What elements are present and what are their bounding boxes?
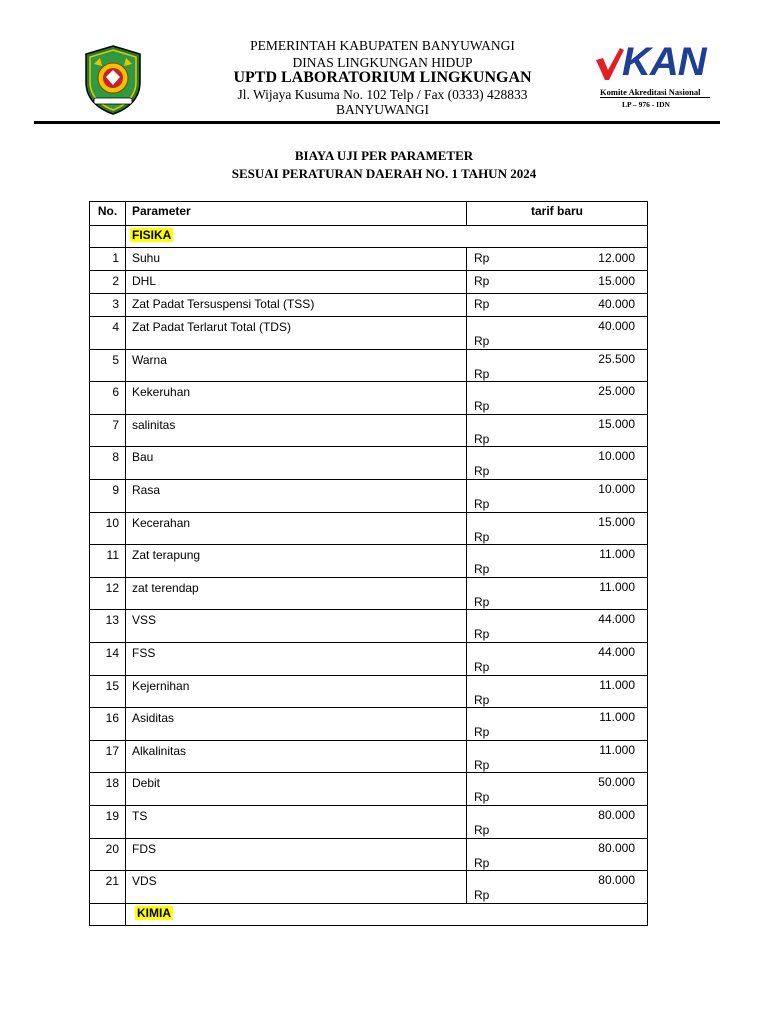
kan-accreditation-logo — [594, 40, 718, 112]
row-tarif — [467, 740, 648, 773]
row-currency: Rp — [474, 496, 490, 511]
row-tarif — [467, 838, 648, 871]
row-amount: 40.000 — [598, 297, 635, 311]
row-parameter: Warna — [126, 349, 467, 382]
row-amount: 44.000 — [598, 612, 635, 627]
row-amount: 25.500 — [598, 351, 635, 366]
row-currency: Rp — [474, 431, 490, 446]
letterhead-city: BANYUWANGI — [336, 102, 429, 117]
table-row — [90, 447, 648, 480]
row-parameter: Asiditas — [126, 708, 467, 741]
table-row — [90, 294, 648, 317]
row-amount: 50.000 — [598, 775, 635, 790]
section-label: FISIKA — [132, 228, 172, 242]
tariff-table-container — [89, 201, 647, 926]
row-number: 8 — [90, 447, 126, 480]
row-currency: Rp — [474, 562, 490, 577]
section-label-cell — [126, 903, 648, 925]
row-amount: 15.000 — [598, 274, 635, 288]
row-parameter: Suhu — [126, 248, 467, 271]
row-number: 15 — [90, 675, 126, 708]
row-parameter: Alkalinitas — [126, 740, 467, 773]
row-number: 12 — [90, 577, 126, 610]
row-parameter: Zat Padat Tersuspensi Total (TSS) — [126, 294, 467, 317]
row-currency: Rp — [474, 888, 490, 903]
row-parameter: TS — [126, 805, 467, 838]
table-row — [90, 805, 648, 838]
row-amount: 44.000 — [598, 644, 635, 659]
table-row — [90, 248, 648, 271]
row-parameter: Debit — [126, 773, 467, 806]
letterhead-agency: DINAS LINGKUNGAN HIDUP — [292, 55, 473, 70]
section-label: KIMIA — [137, 905, 171, 920]
row-tarif — [467, 545, 648, 578]
table-row — [90, 740, 648, 773]
section-no-cell — [90, 903, 126, 925]
table-row — [90, 545, 648, 578]
row-parameter: Rasa — [126, 479, 467, 512]
table-row — [90, 577, 648, 610]
row-currency: Rp — [474, 627, 490, 642]
table-row — [90, 271, 648, 294]
letterhead-government: PEMERINTAH KABUPATEN BANYUWANGI — [250, 38, 515, 53]
row-amount: 15.000 — [598, 514, 635, 529]
row-currency: Rp — [474, 297, 490, 311]
row-amount: 80.000 — [598, 807, 635, 822]
letterhead — [0, 0, 768, 125]
banyuwangi-regency-emblem — [82, 44, 144, 116]
row-currency: Rp — [474, 659, 490, 674]
row-number: 3 — [90, 294, 126, 317]
row-currency: Rp — [474, 366, 490, 381]
row-parameter: VSS — [126, 610, 467, 643]
row-number: 20 — [90, 838, 126, 871]
row-parameter: VDS — [126, 871, 467, 904]
table-row — [90, 414, 648, 447]
row-currency: Rp — [474, 822, 490, 837]
row-amount: 15.000 — [598, 416, 635, 431]
row-currency: Rp — [474, 725, 490, 740]
row-parameter: Zat terapung — [126, 545, 467, 578]
row-currency: Rp — [474, 399, 490, 414]
table-row — [90, 610, 648, 643]
row-number: 7 — [90, 414, 126, 447]
tariff-table — [89, 201, 648, 926]
table-row — [90, 317, 648, 350]
row-number: 1 — [90, 248, 126, 271]
row-parameter: Kecerahan — [126, 512, 467, 545]
row-currency: Rp — [474, 251, 490, 265]
row-amount: 40.000 — [598, 319, 635, 333]
kan-wordmark: KAN — [622, 40, 706, 84]
kan-divider — [600, 97, 710, 98]
table-row — [90, 871, 648, 904]
table-body — [90, 226, 648, 926]
row-number: 17 — [90, 740, 126, 773]
header-tarif: tarif baru — [467, 202, 648, 226]
row-tarif — [467, 708, 648, 741]
row-tarif — [467, 871, 648, 904]
row-tarif — [467, 610, 648, 643]
row-parameter: Zat Padat Terlarut Total (TDS) — [126, 317, 467, 350]
kan-code: LP – 976 - IDN — [622, 100, 670, 109]
row-currency: Rp — [474, 757, 490, 772]
section-row — [90, 226, 648, 248]
row-parameter: Kekeruhan — [126, 382, 467, 415]
row-number: 18 — [90, 773, 126, 806]
row-tarif — [467, 773, 648, 806]
row-amount: 11.000 — [599, 579, 635, 594]
kan-checkmark-icon — [594, 46, 624, 82]
row-number: 6 — [90, 382, 126, 415]
kan-subtitle: Komite Akreditasi Nasional — [600, 87, 701, 97]
row-number: 19 — [90, 805, 126, 838]
row-tarif — [467, 675, 648, 708]
row-amount: 12.000 — [598, 251, 635, 265]
row-tarif — [467, 805, 648, 838]
row-currency: Rp — [474, 274, 490, 288]
row-tarif — [467, 349, 648, 382]
row-currency: Rp — [474, 334, 490, 348]
row-number: 10 — [90, 512, 126, 545]
section-no-cell — [90, 226, 126, 248]
row-number: 9 — [90, 479, 126, 512]
section-label-cell — [126, 226, 648, 248]
row-amount: 11.000 — [599, 742, 635, 757]
row-tarif — [467, 447, 648, 480]
header-parameter: Parameter — [126, 202, 467, 226]
table-header-row — [90, 202, 648, 226]
row-parameter: Bau — [126, 447, 467, 480]
table-row — [90, 382, 648, 415]
letterhead-address: Jl. Wijaya Kusuma No. 102 Telp / Fax (0333) 428833 — [237, 87, 528, 102]
letterhead-unit: UPTD LABORATORIUM LINGKUNGAN — [233, 69, 532, 86]
table-row — [90, 838, 648, 871]
row-amount: 10.000 — [598, 481, 635, 496]
letterhead-rule — [34, 121, 720, 124]
row-number: 16 — [90, 708, 126, 741]
row-parameter: FDS — [126, 838, 467, 871]
row-amount: 25.000 — [598, 384, 635, 399]
table-row — [90, 675, 648, 708]
document-title: BIAYA UJI PER PARAMETER — [294, 148, 474, 163]
document-subtitle: SESUAI PERATURAN DAERAH NO. 1 TAHUN 2024 — [231, 166, 537, 181]
row-number: 14 — [90, 642, 126, 675]
table-row — [90, 642, 648, 675]
table-row — [90, 708, 648, 741]
table-row — [90, 349, 648, 382]
row-amount: 80.000 — [598, 873, 635, 888]
row-currency: Rp — [474, 464, 490, 479]
row-amount: 10.000 — [598, 449, 635, 464]
row-amount: 11.000 — [599, 710, 635, 725]
section-row — [90, 903, 648, 925]
row-tarif — [467, 512, 648, 545]
row-parameter: FSS — [126, 642, 467, 675]
row-amount: 11.000 — [599, 547, 635, 562]
table-row — [90, 773, 648, 806]
row-parameter: Kejernihan — [126, 675, 467, 708]
row-parameter: salinitas — [126, 414, 467, 447]
row-currency: Rp — [474, 529, 490, 544]
row-tarif — [467, 271, 648, 294]
row-currency: Rp — [474, 594, 490, 609]
row-tarif — [467, 577, 648, 610]
row-number: 13 — [90, 610, 126, 643]
row-tarif — [467, 642, 648, 675]
row-tarif — [467, 382, 648, 415]
row-currency: Rp — [474, 692, 490, 707]
table-row — [90, 479, 648, 512]
row-currency: Rp — [474, 790, 490, 805]
row-number: 21 — [90, 871, 126, 904]
row-number: 5 — [90, 349, 126, 382]
row-parameter: zat terendap — [126, 577, 467, 610]
row-parameter: DHL — [126, 271, 467, 294]
row-tarif — [467, 479, 648, 512]
row-amount: 80.000 — [598, 840, 635, 855]
row-tarif — [467, 317, 648, 350]
row-currency: Rp — [474, 855, 490, 870]
row-tarif — [467, 294, 648, 317]
row-amount: 11.000 — [599, 677, 635, 692]
row-number: 2 — [90, 271, 126, 294]
row-tarif — [467, 414, 648, 447]
row-tarif — [467, 248, 648, 271]
row-number: 11 — [90, 545, 126, 578]
header-no: No. — [90, 202, 126, 226]
row-number: 4 — [90, 317, 126, 350]
table-row — [90, 512, 648, 545]
